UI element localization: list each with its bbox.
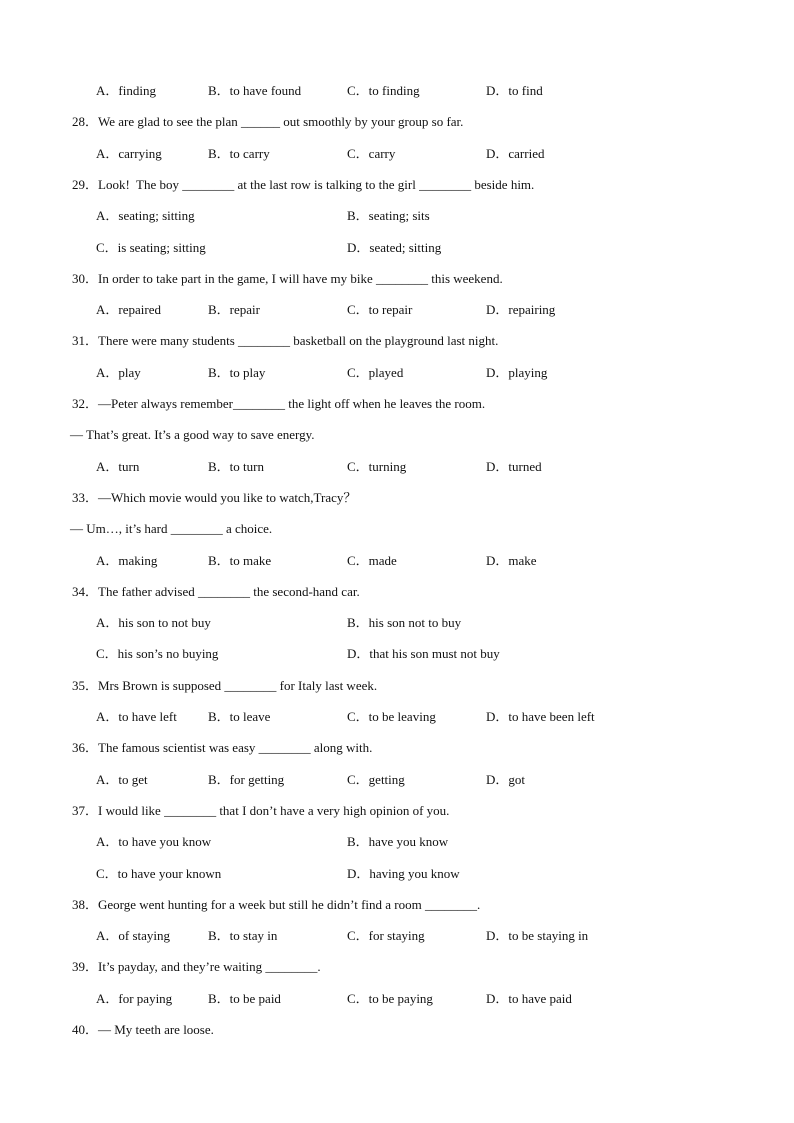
answer-option: D．to have paid — [486, 991, 572, 1006]
answer-option: A．for paying — [96, 991, 173, 1006]
answer-option: A．repaired — [96, 302, 161, 317]
question-text: 39．It’s payday, and they’re waiting ________. — [72, 959, 321, 974]
answer-option: B．his son not to buy — [347, 615, 462, 630]
answer-option: C．getting — [347, 772, 405, 787]
answer-option: C．to finding — [347, 83, 420, 98]
answer-option: D．to have been left — [486, 709, 595, 724]
answer-option: D．make — [486, 553, 537, 568]
answer-option: A．seating; sitting — [96, 208, 195, 223]
answer-option: A．his son to not buy — [96, 615, 211, 630]
answer-option: B．seating; sits — [347, 208, 430, 223]
answer-option: D．turned — [486, 459, 542, 474]
answer-option: C．to have your known — [96, 866, 222, 881]
answer-option: C．turning — [347, 459, 407, 474]
question-text: 29．Look! The boy ________ at the last row is talking to the girl ________ beside him. — [72, 177, 535, 192]
answer-option: A．to have left — [96, 709, 177, 724]
answer-option: C．made — [347, 553, 397, 568]
answer-option: B．to turn — [208, 459, 264, 474]
question-text: 28．We are glad to see the plan ______ out smoothly by your group so far. — [72, 114, 464, 129]
answer-option: C．to be leaving — [347, 709, 436, 724]
answer-option: D．seated; sitting — [347, 240, 442, 255]
answer-option: B．to leave — [208, 709, 271, 724]
answer-option: B．to be paid — [208, 991, 281, 1006]
answer-option: A．play — [96, 365, 141, 380]
answer-option: D．carried — [486, 146, 545, 161]
answer-option: C．for staying — [347, 928, 425, 943]
question-text: 35．Mrs Brown is supposed ________ for Italy last week. — [72, 678, 378, 693]
answer-option: A．making — [96, 553, 158, 568]
answer-option: D．that his son must not buy — [347, 646, 500, 661]
answer-option: B．to stay in — [208, 928, 278, 943]
question-text: 40．— My teeth are loose. — [72, 1022, 214, 1037]
question-text: 32．—Peter always remember________ the light off when he leaves the room. — [72, 396, 486, 411]
answer-option: D．playing — [486, 365, 548, 380]
answer-option: A．turn — [96, 459, 140, 474]
answer-option: A．to have you know — [96, 834, 212, 849]
answer-option: C．played — [347, 365, 404, 380]
answer-option: D．to find — [486, 83, 543, 98]
answer-option: A．carrying — [96, 146, 162, 161]
answer-option: C．carry — [347, 146, 396, 161]
answer-option: B．have you know — [347, 834, 449, 849]
answer-option: B．repair — [208, 302, 260, 317]
answer-option: C．his son’s no buying — [96, 646, 219, 661]
answer-option: B．for getting — [208, 772, 285, 787]
question-text: 36．The famous scientist was easy ________ along with. — [72, 740, 373, 755]
answer-option: B．to play — [208, 365, 266, 380]
answer-option: A．of staying — [96, 928, 171, 943]
question-text: 34．The father advised ________ the second-hand car. — [72, 584, 360, 599]
answer-option: D．got — [486, 772, 526, 787]
dialog-line: — Um…, it’s hard ________ a choice. — [70, 521, 273, 536]
answer-option: D．having you know — [347, 866, 460, 881]
answer-option: B．to carry — [208, 146, 270, 161]
answer-option: A．to get — [96, 772, 148, 787]
question-text: 30．In order to take part in the game, I will have my bike ________ this weekend. — [72, 271, 503, 286]
question-text: 37．I would like ________ that I don’t have a very high opinion of you. — [72, 803, 450, 818]
answer-option: C．to repair — [347, 302, 413, 317]
answer-option: B．to make — [208, 553, 272, 568]
answer-option: D．to be staying in — [486, 928, 589, 943]
question-text: 38．George went hunting for a week but still he didn’t find a room ________. — [72, 897, 481, 912]
answer-option: A．finding — [96, 83, 156, 98]
answer-option: C．to be paying — [347, 991, 433, 1006]
question-text: 33．—Which movie would you like to watch,Tracy？ — [72, 490, 357, 505]
dialog-line: — That’s great. It’s a good way to save energy. — [70, 427, 315, 442]
answer-option: B．to have found — [208, 83, 302, 98]
answer-option: C．is seating; sitting — [96, 240, 206, 255]
question-text: 31．There were many students ________ basketball on the playground last night. — [72, 333, 499, 348]
answer-option: D．repairing — [486, 302, 556, 317]
